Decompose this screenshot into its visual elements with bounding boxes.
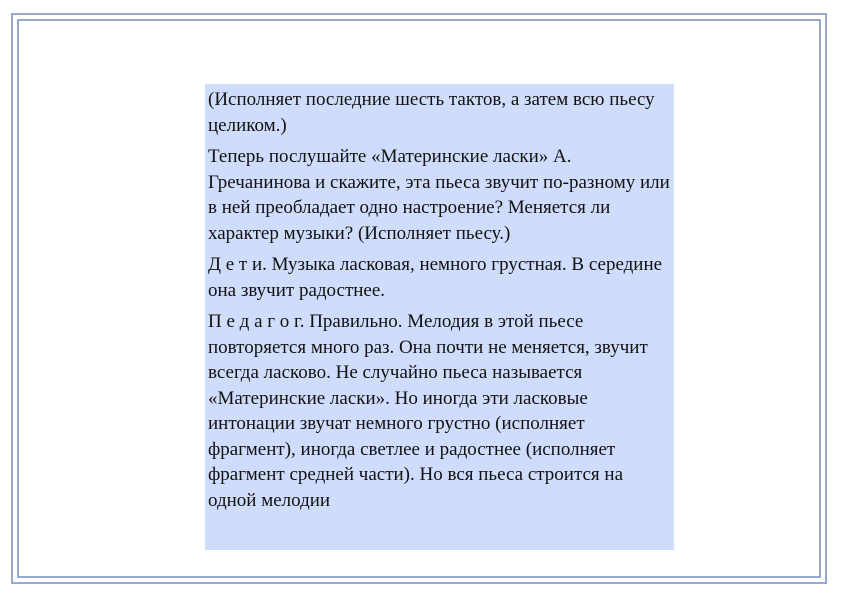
paragraph-children-answer: Д е т и. Музыка ласковая, немного грустная. В середине она звучит радостнее. — [208, 254, 663, 301]
paragraph-teacher-explanation: П е д а г о г. Правильно. Мелодия в этой пьесе повторяется много раз. Она почти не меняется, звучит всегда ласково. Не случайно пьеса называется «Материнские ласки». Но иногда эти ласковые интонации звучат немного грустно (исполняет фрагмент), иногда светлее и радостнее (исполняет фрагмент средней части). Но вся пьеса строится на одной мелодии — [208, 311, 648, 511]
text-box — [205, 84, 674, 550]
paragraph-listening-question: Теперь послушайте «Материнские ласки» А. Гречанинова и скажите, эта пьеса звучит по-разному или в ней преобладает одно настроение? Меняется ли характер музыки? (Исполняет пьесу.) — [208, 146, 670, 244]
paragraph-performance-note: (Исполняет последние шесть тактов, а затем всю пьесу целиком.) — [208, 89, 655, 136]
